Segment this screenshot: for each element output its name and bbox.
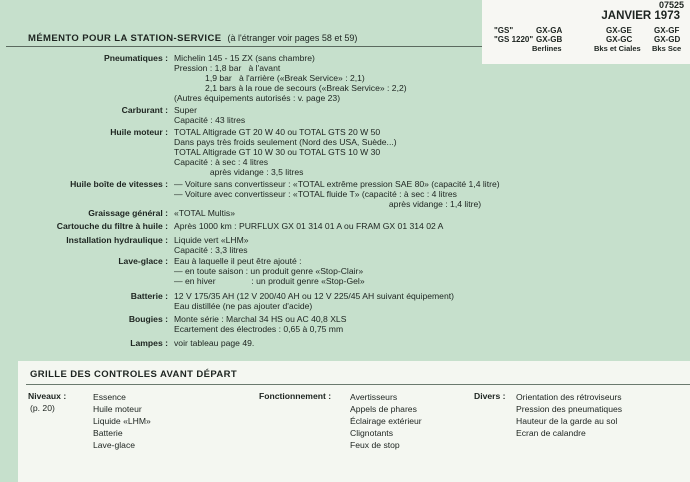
list-item: Éclairage extérieur xyxy=(350,416,422,426)
spec-label: Installation hydraulique : xyxy=(66,235,168,245)
spec-line: Dans pays très froids seulement (Nord des USA, Suède...) xyxy=(174,137,397,148)
spec-line: 1,9 bar à l'arrière («Break Service» : 2,1) xyxy=(174,73,365,84)
spec-line: Super xyxy=(174,105,197,115)
divers-label: Divers : xyxy=(474,391,506,401)
spec-value xyxy=(174,291,454,311)
spec-value xyxy=(174,256,365,286)
list-item: Huile moteur xyxy=(93,404,142,414)
list-item: Pression des pneumatiques xyxy=(516,404,623,414)
spec-line: — Voiture sans convertisseur : «TOTAL extrême pression SAE 80» (capacité 1,4 litre) xyxy=(174,179,500,189)
spec-value xyxy=(174,221,443,231)
niveaux-list xyxy=(93,391,151,451)
spec-value xyxy=(174,314,346,334)
spec-line: Capacité : à sec : 4 litres xyxy=(174,157,269,168)
code-gx-gf: GX-GF xyxy=(654,26,680,35)
body-berlines: Berlines xyxy=(532,44,562,53)
body-breaks-commerciales: Bks et Ciales xyxy=(594,44,641,53)
code-gx-gc: GX-GC xyxy=(606,35,633,44)
spec-label: Graissage général : xyxy=(88,208,168,218)
fonctionnement-list xyxy=(350,391,422,451)
spec-line: Michelin 145 - 15 ZX (sans chambre) xyxy=(174,53,315,63)
spec-line: 2,1 bars à la roue de secours («Break Service» : 2,2) xyxy=(174,83,407,94)
spec-line: «TOTAL Multis» xyxy=(174,208,235,218)
spec-value xyxy=(174,235,249,255)
spec-line: Eau distillée (ne pas ajouter d'acide) xyxy=(174,301,313,312)
list-item: Ecran de calandre xyxy=(516,428,586,438)
spec-line: Pression : 1,8 bar à l'avant xyxy=(174,63,281,74)
spec-value xyxy=(174,105,245,125)
grille-divider xyxy=(26,384,690,385)
spec-label: Carburant : xyxy=(121,105,168,115)
document-number: 07525 xyxy=(658,0,684,10)
list-item: Appels de phares xyxy=(350,404,417,414)
spec-label: Lave-glace : xyxy=(118,256,168,266)
spec-line: Après 1000 km : PURFLUX GX 01 314 01 A ou FRAM GX 01 314 02 A xyxy=(174,221,444,231)
spec-label: Huile moteur : xyxy=(110,127,168,137)
list-item: Feux de stop xyxy=(350,440,400,450)
list-item: Hauteur de la garde au sol xyxy=(516,416,618,426)
code-gx-ge: GX-GE xyxy=(606,26,632,35)
spec-line: 12 V 175/35 AH (12 V 200/40 AH ou 12 V 225/45 AH suivant équipement) xyxy=(174,291,454,301)
spec-label: Cartouche du filtre à huile : xyxy=(56,221,168,231)
spec-line: voir tableau page 49. xyxy=(174,338,255,348)
grille-controles-panel xyxy=(18,361,690,482)
spec-line: Capacité : 3,3 litres xyxy=(174,245,248,256)
spec-line: Capacité : 43 litres xyxy=(174,115,246,126)
spec-value xyxy=(174,338,254,348)
model-gs-1220: "GS 1220" xyxy=(494,35,534,44)
spec-line: — en toute saison : un produit genre «Stop-Clair» xyxy=(174,266,364,277)
body-breaks-service: Bks Sce xyxy=(652,44,682,53)
list-item: Liquide «LHM» xyxy=(93,416,151,426)
spec-line: après vidange : 3,5 litres xyxy=(174,167,304,178)
spec-line: — en hiver : un produit genre «Stop-Gel» xyxy=(174,276,365,287)
memento-title-text: MÉMENTO POUR LA STATION-SERVICE xyxy=(28,33,222,44)
memento-note: (à l'étranger voir pages 58 et 59) xyxy=(227,33,358,43)
title-divider xyxy=(6,46,482,47)
spec-value xyxy=(174,179,500,209)
spec-label: Huile boîte de vitesses : xyxy=(70,179,168,189)
header-corner-box xyxy=(482,0,690,64)
model-gs: "GS" xyxy=(494,26,514,35)
edition-date: JANVIER 1973 xyxy=(601,10,680,22)
spec-line: — Voiture avec convertisseur : «TOTAL fluide T» (capacité : à sec : 4 litres xyxy=(174,189,457,200)
list-item: Lave-glace xyxy=(93,440,136,450)
code-gx-gd: GX-GD xyxy=(654,35,681,44)
spec-line: Eau à laquelle il peut être ajouté : xyxy=(174,256,302,266)
spec-label: Bougies : xyxy=(128,314,168,324)
list-item: Batterie xyxy=(93,428,123,438)
spec-value xyxy=(174,127,397,177)
spec-line: Monte série : Marchal 34 HS ou AC 40,8 XLS xyxy=(174,314,347,324)
spec-line: (Autres équipements autorisés : v. page 23) xyxy=(174,93,341,104)
code-gx-ga: GX-GA xyxy=(536,26,563,35)
code-gx-gb: GX-GB xyxy=(536,35,563,44)
spec-line: TOTAL Altigrade GT 10 W 30 ou TOTAL GTS 10 W 30 xyxy=(174,147,381,158)
spec-line: Ecartement des électrodes : 0,65 à 0,75 mm xyxy=(174,324,344,335)
spec-label: Pneumatiques : xyxy=(104,53,168,63)
list-item: Orientation des rétroviseurs xyxy=(516,392,622,402)
grille-title: GRILLE DES CONTROLES AVANT DÉPART xyxy=(30,369,238,380)
spec-value xyxy=(174,208,235,218)
fonctionnement-label: Fonctionnement : xyxy=(259,391,332,401)
memento-title xyxy=(28,33,357,44)
list-item: Avertisseurs xyxy=(350,392,398,402)
spec-line: TOTAL Altigrade GT 20 W 40 ou TOTAL GTS 20 W 50 xyxy=(174,127,381,137)
spec-label: Lampes : xyxy=(130,338,168,348)
spec-line: après vidange : 1,4 litre) xyxy=(174,199,482,210)
spec-line: Liquide vert «LHM» xyxy=(174,235,249,245)
niveaux-page-ref: (p. 20) xyxy=(30,403,55,413)
niveaux-label: Niveaux : xyxy=(28,391,67,401)
spec-value xyxy=(174,53,407,103)
list-item: Essence xyxy=(93,392,126,402)
spec-label: Batterie : xyxy=(130,291,168,301)
list-item: Clignotants xyxy=(350,428,393,438)
divers-list xyxy=(516,391,622,439)
